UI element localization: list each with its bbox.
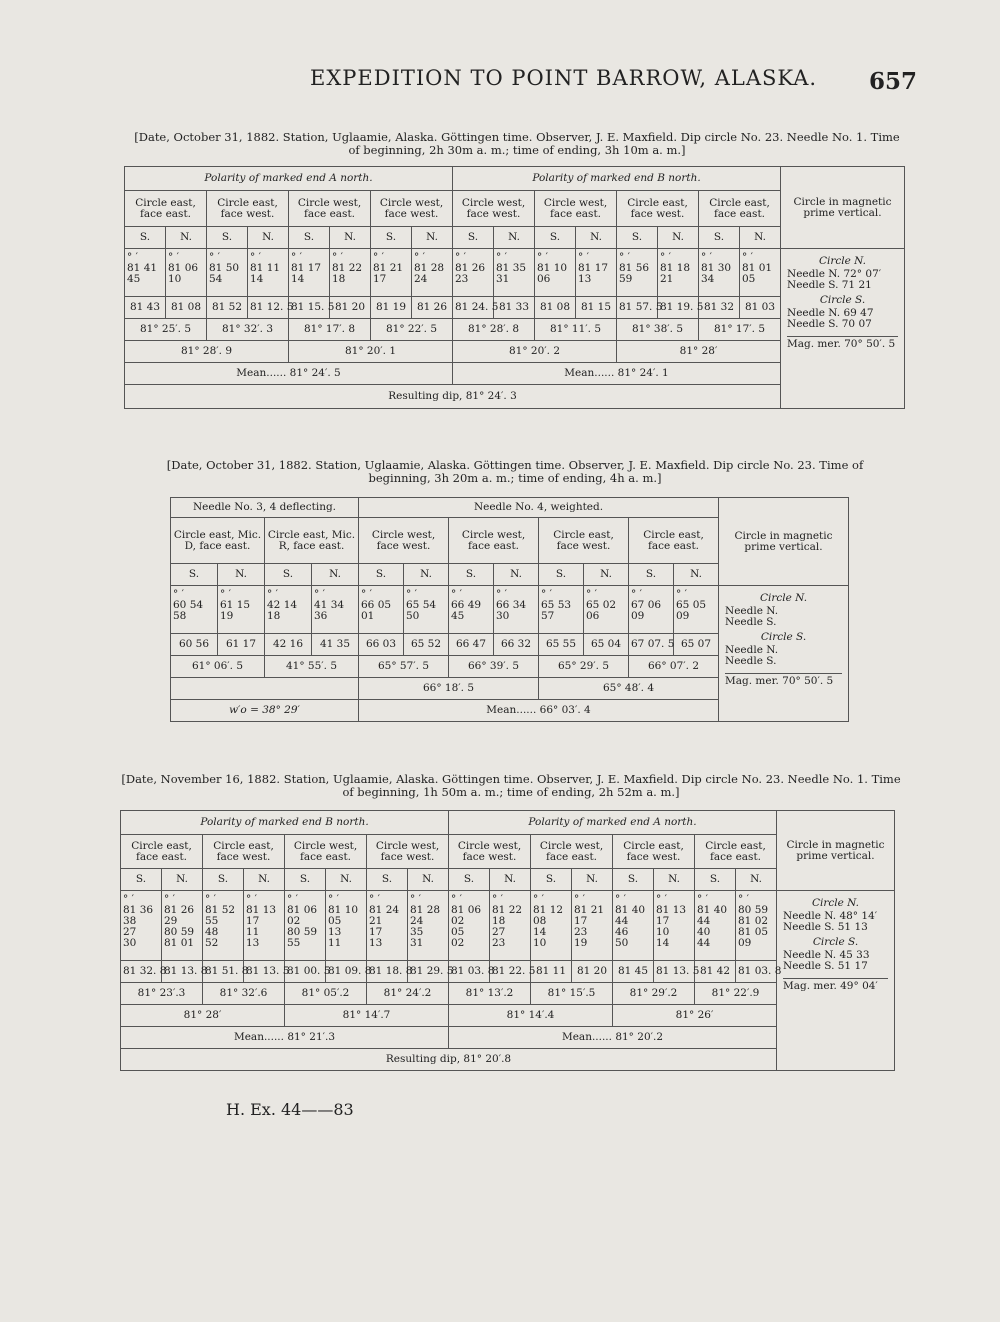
pair-mean: 81° 32′.6	[203, 983, 285, 1005]
n-head: N.	[494, 227, 535, 249]
obs3-prime-vertical	[777, 891, 895, 1071]
n-head: N.	[584, 564, 629, 586]
mean-cell: 61 17	[218, 634, 265, 656]
n-head: N.	[326, 869, 367, 891]
reading-cell: ° ′ 65 05 09	[674, 586, 719, 634]
reading-cell: ° ′ 81 17 13	[576, 249, 617, 297]
mean-cell: 81 51. 8	[203, 961, 244, 983]
mean-cell: 81 22. 5	[490, 961, 531, 983]
s-head: S.	[285, 869, 326, 891]
obs3-col-head: Circle east, face west.	[613, 835, 695, 869]
obs2-needle-line: Needle N.	[725, 605, 779, 617]
reading-cell: ° ′ 65 54 50	[404, 586, 449, 634]
obs3-col-head: Circle east, face east.	[121, 835, 203, 869]
mean-cell: 67 07. 5	[629, 634, 674, 656]
s-head: S.	[629, 564, 674, 586]
s-head: S.	[695, 869, 736, 891]
obs3-col-head: Circle west, face west.	[367, 835, 449, 869]
n-head: N.	[740, 227, 781, 249]
empty-cell	[171, 678, 359, 700]
reading-cell: ° ′ 66 05 01	[359, 586, 404, 634]
obs1-col-head: Circle west, face west.	[453, 191, 535, 227]
obs3-needle-line: Needle N. 48° 14′	[783, 910, 878, 922]
s-head: S.	[535, 227, 576, 249]
s-head: S.	[539, 564, 584, 586]
obs3-col-head: Circle west, face west.	[449, 835, 531, 869]
obs3-col-head: Circle west, face east.	[285, 835, 367, 869]
pair-mean: 81° 17′. 8	[289, 319, 371, 341]
reading-cell: ° ′ 66 49 45	[449, 586, 494, 634]
mean-cell: 81 29. 5	[408, 961, 449, 983]
obs2-col-head: Circle west, face east.	[449, 518, 539, 564]
reading-cell: ° ′ 65 53 57	[539, 586, 584, 634]
obs3-caption-line2: of beginning, 1h 50m a. m.; time of ending, 2h 52m a. m.]	[342, 785, 680, 799]
mean-cell: 81 18. 8	[367, 961, 408, 983]
obs1-col-head: Circle east, face west.	[617, 191, 699, 227]
mean-cell: 81 11	[531, 961, 572, 983]
mean-cell: 65 55	[539, 634, 584, 656]
obs3-caption	[118, 773, 904, 799]
pair-mean: 81° 13′.2	[449, 983, 531, 1005]
obs1-needle-line: Needle S. 71 21	[787, 279, 872, 291]
n-head: N.	[412, 227, 453, 249]
obs1-mag-mer: Mag. mer. 70° 50′. 5	[787, 336, 898, 350]
mean-cell: 81 13. 5	[244, 961, 285, 983]
reading-cell: ° ′ 80 59 81 02 81 05 09	[736, 891, 777, 961]
reading-cell: ° ′ 81 10 06	[535, 249, 576, 297]
s-head: S.	[171, 564, 218, 586]
obs1-caption-line2: of beginning, 2h 30m a. m.; time of ending, 3h 10m a. m.]	[348, 143, 686, 157]
reading-cell: ° ′ 81 11 14	[248, 249, 289, 297]
page-number: 657	[869, 68, 918, 95]
s-head: S.	[203, 869, 244, 891]
obs1-prime-vertical	[781, 249, 905, 409]
obs3-table	[120, 810, 895, 1071]
obs1-col-head: Circle east, face west.	[207, 191, 289, 227]
s-head: S.	[613, 869, 654, 891]
mean-cell: 81 20	[572, 961, 613, 983]
mean-cell: 81 08	[535, 297, 576, 319]
mean-cell: 41 35	[312, 634, 359, 656]
obs3-col-head: Circle east, face west.	[203, 835, 285, 869]
s-head: S.	[531, 869, 572, 891]
reading-cell: ° ′ 60 54 58	[171, 586, 218, 634]
obs2-caption-line1: [Date, October 31, 1882. Station, Uglaamie, Alaska. Göttingen time. Observer, J. E. Maxfield. Dip circle No. 23. Time of	[166, 458, 864, 472]
pair-mean: 81° 15′.5	[531, 983, 613, 1005]
s-head: S.	[121, 869, 162, 891]
reading-cell: ° ′ 81 13 17 11 13	[244, 891, 285, 961]
mean-cell: 81 32. 8	[121, 961, 162, 983]
mean-cell: 81 00. 5	[285, 961, 326, 983]
page-title: EXPEDITION TO POINT BARROW, ALASKA.	[310, 66, 818, 90]
reading-cell: ° ′ 81 22 18 27 23	[490, 891, 531, 961]
obs1-circle-n-label: Circle N.	[818, 255, 867, 267]
mean-cell: 81 24. 5	[453, 297, 494, 319]
mean-cell: 66 47	[449, 634, 494, 656]
reading-cell: ° ′ 81 50 54	[207, 249, 248, 297]
n-head: N.	[658, 227, 699, 249]
pair-mean: 41° 55′. 5	[265, 656, 359, 678]
reading-cell: ° ′ 81 36 38 27 30	[121, 891, 162, 961]
half-mean: Mean...... 81° 20′.2	[449, 1027, 777, 1049]
n-head: N.	[490, 869, 531, 891]
obs2-mag-mer: Mag. mer. 70° 50′. 5	[725, 673, 842, 687]
mean-cell: 81 19. 5	[658, 297, 699, 319]
obs2-circle-n-label: Circle N.	[759, 592, 808, 604]
footer-signature: H. Ex. 44——83	[226, 1100, 354, 1119]
reading-cell: ° ′ 81 10 05 13 11	[326, 891, 367, 961]
obs2-w0: w′o = 38° 29′	[171, 700, 359, 722]
quad-mean: 65° 48′. 4	[539, 678, 719, 700]
n-head: N.	[248, 227, 289, 249]
reading-cell: ° ′ 81 26 23	[453, 249, 494, 297]
reading-cell: ° ′ 81 28 24 35 31	[408, 891, 449, 961]
pair-mean: 66° 07′. 2	[629, 656, 719, 678]
s-head: S.	[359, 564, 404, 586]
obs2-col-head: Circle west, face west.	[359, 518, 449, 564]
obs1-needle-line: Needle S. 70 07	[787, 318, 872, 330]
n-head: N.	[576, 227, 617, 249]
pair-mean: 61° 06′. 5	[171, 656, 265, 678]
s-head: S.	[453, 227, 494, 249]
mean-cell: 81 20	[330, 297, 371, 319]
n-head: N.	[494, 564, 539, 586]
mean-cell: 81 57. 5	[617, 297, 658, 319]
reading-cell: ° ′ 81 24 21 17 13	[367, 891, 408, 961]
quad-mean: 81° 20′. 1	[289, 341, 453, 363]
n-head: N.	[218, 564, 265, 586]
pair-mean: 81° 24′.2	[367, 983, 449, 1005]
mean-cell: 60 56	[171, 634, 218, 656]
quad-mean: 81° 28′. 9	[125, 341, 289, 363]
obs1-col-head: Circle west, face east.	[289, 191, 371, 227]
pair-mean: 81° 25′. 5	[125, 319, 207, 341]
mean-cell: 81 13. 5	[654, 961, 695, 983]
obs3-circle-s-label: Circle S.	[812, 936, 859, 948]
obs2-needle-line: Needle N.	[725, 644, 779, 656]
pair-mean: 81° 22′.9	[695, 983, 777, 1005]
obs1-circle-s-label: Circle S.	[819, 294, 866, 306]
mean-cell: 42 16	[265, 634, 312, 656]
mean-cell: 81 03. 8	[736, 961, 777, 983]
reading-cell: ° ′ 81 28 24	[412, 249, 453, 297]
n-head: N.	[312, 564, 359, 586]
obs1-caption-line1: [Date, October 31, 1882. Station, Uglaamie, Alaska. Göttingen time. Observer, J. E. Maxfield. Dip circle No. 23. Needle No. 1. Time	[134, 130, 900, 144]
obs2-col-head: Circle east, Mic. R, face east.	[265, 518, 359, 564]
obs1-needle-line: Needle N. 72° 07′	[787, 268, 882, 280]
obs1-col-head: Circle east, face east.	[699, 191, 781, 227]
n-head: N.	[244, 869, 285, 891]
obs2-side-header: Circle in magnetic prime vertical.	[719, 498, 849, 586]
mean-cell: 65 07	[674, 634, 719, 656]
n-head: N.	[404, 564, 449, 586]
pair-mean: 65° 57′. 5	[359, 656, 449, 678]
s-head: S.	[371, 227, 412, 249]
reading-cell: ° ′ 81 40 44 40 44	[695, 891, 736, 961]
reading-cell: ° ′ 61 15 19	[218, 586, 265, 634]
mean-cell: 81 03. 8	[449, 961, 490, 983]
mean-cell: 81 52	[207, 297, 248, 319]
quad-mean: 81° 14′.7	[285, 1005, 449, 1027]
obs2-col-head: Circle east, face east.	[629, 518, 719, 564]
reading-cell: ° ′ 81 12 08 14 10	[531, 891, 572, 961]
obs1-polarity-b: Polarity of marked end B north.	[453, 167, 781, 191]
n-head: N.	[736, 869, 777, 891]
mean-cell: 81 09. 8	[326, 961, 367, 983]
reading-cell: ° ′ 41 34 36	[312, 586, 359, 634]
reading-cell: ° ′ 81 18 21	[658, 249, 699, 297]
s-head: S.	[207, 227, 248, 249]
mean-cell: 81 33	[494, 297, 535, 319]
n-head: N.	[330, 227, 371, 249]
obs2-col-head: Circle east, Mic. D, face east.	[171, 518, 265, 564]
s-head: S.	[125, 227, 166, 249]
reading-cell: ° ′ 81 13 17 10 14	[654, 891, 695, 961]
n-head: N.	[166, 227, 207, 249]
pair-mean: 81° 29′.2	[613, 983, 695, 1005]
quad-mean: 81° 14′.4	[449, 1005, 613, 1027]
reading-cell: ° ′ 81 52 55 48 52	[203, 891, 244, 961]
reading-cell: ° ′ 81 40 44 46 50	[613, 891, 654, 961]
reading-cell: ° ′ 66 34 30	[494, 586, 539, 634]
obs2-table	[170, 497, 849, 722]
reading-cell: ° ′ 81 35 31	[494, 249, 535, 297]
quad-mean: 81° 28′	[617, 341, 781, 363]
pair-mean: 81° 17′. 5	[699, 319, 781, 341]
obs1-caption	[124, 131, 910, 157]
mean-cell: 81 08	[166, 297, 207, 319]
obs3-polarity-a: Polarity of marked end B north.	[121, 811, 449, 835]
pair-mean: 81° 22′. 5	[371, 319, 453, 341]
obs3-resulting-dip: Resulting dip, 81° 20′.8	[121, 1049, 777, 1071]
reading-cell: ° ′ 42 14 18	[265, 586, 312, 634]
obs2-caption-line2: beginning, 3h 20m a. m.; time of ending, 4h a. m.]	[368, 471, 662, 485]
obs1-resulting-dip: Resulting dip, 81° 24′. 3	[125, 385, 781, 409]
quad-mean: 66° 18′. 5	[359, 678, 539, 700]
obs2-needle-line: Needle S.	[725, 655, 777, 667]
half-mean: Mean...... 81° 21′.3	[121, 1027, 449, 1049]
reading-cell: ° ′ 65 02 06	[584, 586, 629, 634]
obs2-col-head: Circle east, face west.	[539, 518, 629, 564]
pair-mean: 66° 39′. 5	[449, 656, 539, 678]
obs3-col-head: Circle west, face east.	[531, 835, 613, 869]
mean-cell: 81 13. 8	[162, 961, 203, 983]
reading-cell: ° ′ 81 22 18	[330, 249, 371, 297]
s-head: S.	[265, 564, 312, 586]
s-head: S.	[449, 869, 490, 891]
obs3-col-head: Circle east, face east.	[695, 835, 777, 869]
obs3-caption-line1: [Date, November 16, 1882. Station, Uglaamie, Alaska. Göttingen time. Observer, J. E. Maxfield. Dip circle No. 23. Needle No. 1. Time	[121, 772, 901, 786]
obs3-polarity-b: Polarity of marked end A north.	[449, 811, 777, 835]
obs1-col-head: Circle east, face east.	[125, 191, 207, 227]
obs2-group-a: Needle No. 3, 4 deflecting.	[171, 498, 359, 518]
quad-mean: 81° 20′. 2	[453, 341, 617, 363]
reading-cell: ° ′ 81 06 02 05 02	[449, 891, 490, 961]
reading-cell: ° ′ 81 01 05	[740, 249, 781, 297]
n-head: N.	[162, 869, 203, 891]
obs2-prime-vertical	[719, 586, 849, 722]
quad-mean: 81° 26′	[613, 1005, 777, 1027]
obs1-side-header: Circle in magnetic prime vertical.	[781, 167, 905, 249]
s-head: S.	[289, 227, 330, 249]
mean-cell: 81 15. 5	[289, 297, 330, 319]
obs3-circle-n-label: Circle N.	[811, 897, 860, 909]
s-head: S.	[367, 869, 408, 891]
n-head: N.	[654, 869, 695, 891]
reading-cell: ° ′ 67 06 09	[629, 586, 674, 634]
reading-cell: ° ′ 81 26 29 80 59 81 01	[162, 891, 203, 961]
obs2-mean: Mean...... 66° 03′. 4	[359, 700, 719, 722]
pair-mean: 81° 38′. 5	[617, 319, 699, 341]
mean-cell: 81 12. 5	[248, 297, 289, 319]
reading-cell: ° ′ 81 56 59	[617, 249, 658, 297]
mean-cell: 66 03	[359, 634, 404, 656]
pair-mean: 65° 29′. 5	[539, 656, 629, 678]
obs2-caption	[160, 459, 870, 485]
s-head: S.	[699, 227, 740, 249]
obs1-col-head: Circle west, face east.	[535, 191, 617, 227]
reading-cell: ° ′ 81 41 45	[125, 249, 166, 297]
mean-cell: 81 19	[371, 297, 412, 319]
mean-cell: 81 42	[695, 961, 736, 983]
mean-cell: 81 03	[740, 297, 781, 319]
mean-cell: 81 45	[613, 961, 654, 983]
n-head: N.	[674, 564, 719, 586]
obs1-polarity-a: Polarity of marked end A north.	[125, 167, 453, 191]
mean-cell: 66 32	[494, 634, 539, 656]
obs3-needle-line: Needle S. 51 17	[783, 960, 868, 972]
mean-cell: 81 43	[125, 297, 166, 319]
pair-mean: 81° 28′. 8	[453, 319, 535, 341]
reading-cell: ° ′ 81 17 14	[289, 249, 330, 297]
mean-cell: 81 15	[576, 297, 617, 319]
pair-mean: 81° 11′. 5	[535, 319, 617, 341]
obs1-table	[124, 166, 905, 409]
reading-cell: ° ′ 81 30 34	[699, 249, 740, 297]
pair-mean: 81° 05′.2	[285, 983, 367, 1005]
reading-cell: ° ′ 81 21 17	[371, 249, 412, 297]
obs1-col-head: Circle west, face west.	[371, 191, 453, 227]
mean-cell: 81 26	[412, 297, 453, 319]
quad-mean: 81° 28′	[121, 1005, 285, 1027]
s-head: S.	[617, 227, 658, 249]
obs2-circle-s-label: Circle S.	[760, 631, 807, 643]
n-head: N.	[408, 869, 449, 891]
half-mean: Mean...... 81° 24′. 1	[453, 363, 781, 385]
pair-mean: 81° 23′.3	[121, 983, 203, 1005]
pair-mean: 81° 32′. 3	[207, 319, 289, 341]
mean-cell: 65 52	[404, 634, 449, 656]
s-head: S.	[449, 564, 494, 586]
obs3-mag-mer: Mag. mer. 49° 04′	[783, 978, 888, 992]
obs2-needle-line: Needle S.	[725, 616, 777, 628]
reading-cell: ° ′ 81 06 10	[166, 249, 207, 297]
reading-cell: ° ′ 81 06 02 80 59 55	[285, 891, 326, 961]
mean-cell: 81 32	[699, 297, 740, 319]
obs1-needle-line: Needle N. 69 47	[787, 307, 874, 319]
obs3-needle-line: Needle S. 51 13	[783, 921, 868, 933]
obs2-group-b: Needle No. 4, weighted.	[359, 498, 719, 518]
mean-cell: 65 04	[584, 634, 629, 656]
obs3-side-header: Circle in magnetic prime vertical.	[777, 811, 895, 891]
reading-cell: ° ′ 81 21 17 23 19	[572, 891, 613, 961]
obs3-needle-line: Needle N. 45 33	[783, 949, 870, 961]
half-mean: Mean...... 81° 24′. 5	[125, 363, 453, 385]
n-head: N.	[572, 869, 613, 891]
